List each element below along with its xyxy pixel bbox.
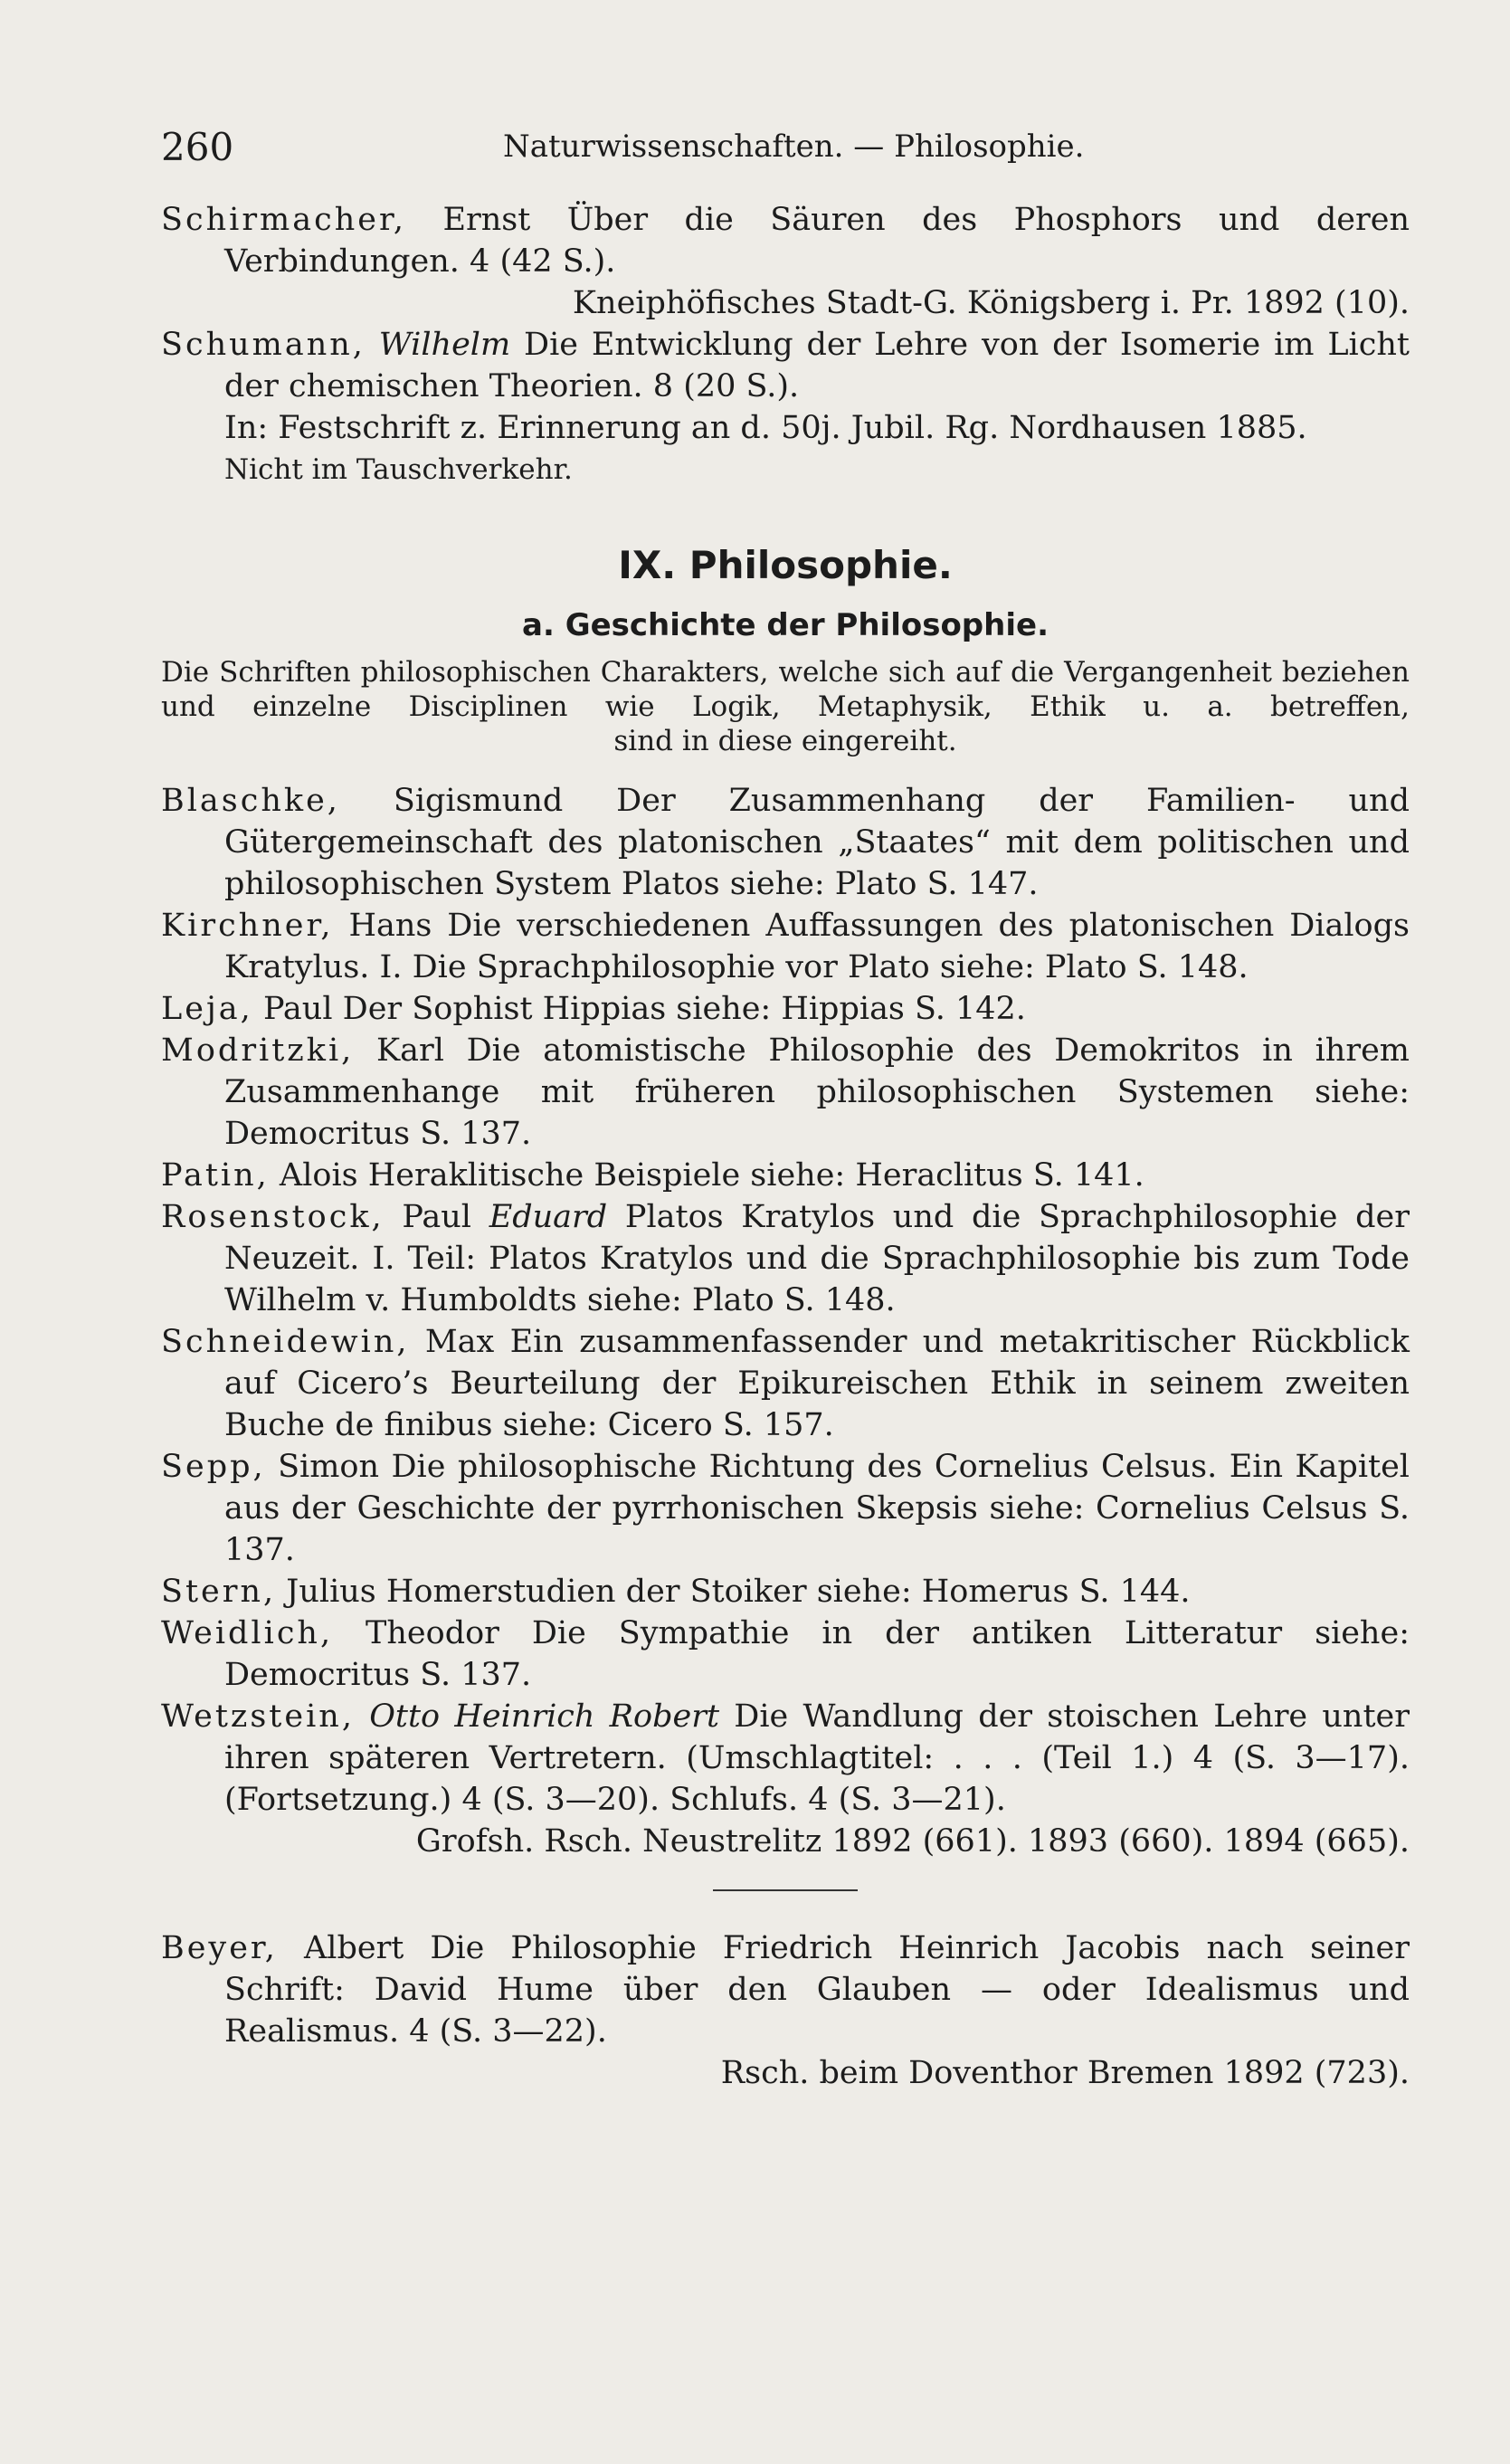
entry-author: Schirmacher, [161,202,406,238]
entry-author: Stern, [161,1574,277,1610]
entry-kirchner [161,905,1410,988]
entry-weidlich [161,1613,1410,1696]
entry-author: Beyer, [161,1930,278,1966]
entry-text: Die Entwicklung der Lehre von der Isomerie im Licht der chemischen Theorien. 8 (20 S.). [224,327,1410,404]
page-header [161,119,1410,174]
entry-author: Patin, [161,1157,270,1194]
entry-text: Ernst Über die Säuren des Phosphors und deren Verbindungen. 4 (42 S.). [224,202,1410,280]
entry-text: Platos Kratylos und die Sprachphilosophie der Neuzeit. I. Teil: Platos Kratylos und die Sprachphilosophie bis zum Tode Wilhelm v. Humboldts siehe: Plato S. 148. [224,1199,1410,1318]
running-title: Naturwissenschaften. — Philosophie. [503,128,1085,165]
section-title: IX. Philosophie. [618,543,953,587]
entry-author: Schumann, [161,327,366,363]
entry-modritzki [161,1030,1410,1155]
entry-text: Simon Die philosophische Richtung des Cornelius Celsus. Ein Kapitel aus der Geschichte der pyrrhonischen Skepsis siehe: Cornelius Celsus S. 137. [224,1449,1410,1568]
entry-schumann [161,324,1410,407]
entry-blaschke [161,780,1410,905]
entry-text: Karl Die atomistische Philosophie des Demokritos in ihrem Zusammenhange mit früheren philosophischen Systemen siehe: Democritus S. 137. [224,1032,1410,1152]
entry-author: Sepp, [161,1449,266,1485]
entry-in-line: In: Festschrift z. Erinnerung an d. 50j. Jubil. Rg. Nordhausen 1885. [224,410,1307,446]
entry-text: Die Wandlung der stoischen Lehre unter ihren späteren Vertretern. (Umschlagtitel: . . . (Teil 1.) 4 (S. 3—17). (Fortsetzung.) 4 (S. 3—20). Schlufs. 4 (S. 3—21). [224,1698,1410,1818]
entry-source: Kneiphöfisches Stadt-G. Königsberg i. Pr. 1892 (10). [572,285,1410,321]
separator-rule [713,1889,858,1891]
entry-leja [161,988,1410,1030]
entry-text: Hans Die verschiedenen Auffassungen des platonischen Dialogs Kratylus. I. Die Sprachphilosophie vor Plato siehe: Plato S. 148. [224,908,1410,985]
entry-text: Paul Der Sophist Hippias siehe: Hippias S. 142. [262,991,1026,1027]
entry-text: Albert Die Philosophie Friedrich Heinrich Jacobis nach seiner Schrift: David Hume über den Glauben — oder Idealismus und Realismus. 4 (S. 3—22). [224,1930,1410,2050]
entry-sepp [161,1446,1410,1571]
entry-italic: Eduard [489,1199,608,1235]
entry-text: Julius Homerstudien der Stoiker siehe: Homerus S. 144. [286,1574,1191,1610]
entry-author: Blaschke, [161,783,340,819]
entry-italic: Otto Heinrich Robert [369,1698,720,1735]
intro-last: sind in diese eingereiht. [613,725,957,757]
intro-main: Die Schriften philosophischen Charakters, welche sich auf die Vergangenheit beziehen und einzelne Disciplinen wie Logik, Metaphysik, Ethik u. a. betreffen, [161,656,1410,723]
page-number: 260 [161,125,234,169]
page-body [161,199,1410,2094]
entry-source: Rsch. beim Doventhor Bremen 1892 (723). [720,2055,1410,2091]
entry-author: Weidlich, [161,1615,334,1651]
entry-text: Max Ein zusammenfassender und metakritischer Rückblick auf Cicero’s Beurteilung der Epikureischen Ethik in seinem zweiten Buche de finibus siehe: Cicero S. 157. [224,1324,1410,1443]
entry-source: Grofsh. Rsch. Neustrelitz 1892 (661). 1893 (660). 1894 (665). [415,1823,1410,1860]
entry-note: Nicht im Tauschverkehr. [224,453,573,486]
entry-text: Alois Heraklitische Beispiele siehe: Heraclitus S. 141. [279,1157,1144,1194]
entry-author: Leja, [161,991,253,1027]
entry-author: Kirchner, [161,908,334,944]
entry-patin [161,1155,1410,1196]
entry-text-pre: Paul [402,1199,471,1235]
entry-author: Wetzstein, [161,1698,355,1735]
entry-schneidewin [161,1321,1410,1446]
entry-firstname: Wilhelm [378,327,511,363]
entry-wetzstein [161,1696,1410,1821]
entry-text: Sigismund Der Zusammenhang der Familien- und Gütergemeinschaft des platonischen „Staates“ mit dem politischen und philosophischen System Platos siehe: Plato S. 147. [224,783,1410,902]
section-intro [161,655,1410,758]
section-subtitle: a. Geschichte der Philosophie. [522,607,1049,643]
entry-stern [161,1571,1410,1613]
entry-author: Modritzki, [161,1032,355,1069]
entry-schirmacher [161,199,1410,282]
entry-text: Theodor Die Sympathie in der antiken Litteratur siehe: Democritus S. 137. [224,1615,1410,1693]
entry-author: Schneidewin, [161,1324,410,1360]
entry-beyer [161,1927,1410,2052]
entry-rosenstock [161,1196,1410,1321]
entry-author: Rosenstock, [161,1199,385,1235]
